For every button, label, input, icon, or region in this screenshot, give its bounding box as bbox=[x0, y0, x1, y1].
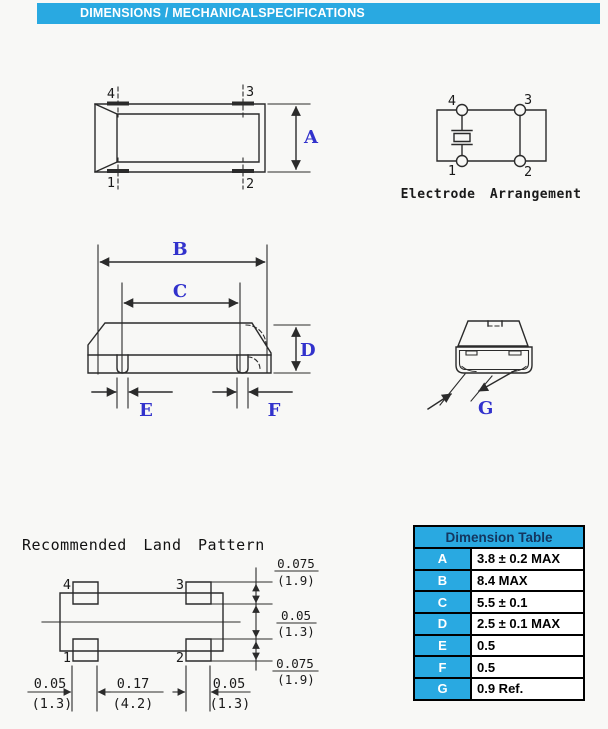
dim-value: 3.8 ± 0.2 MAX bbox=[471, 548, 584, 570]
dim-value-mm: (1.9) bbox=[277, 573, 315, 588]
dim-label-a: A bbox=[304, 127, 318, 148]
dim-key: F bbox=[414, 656, 471, 678]
dim-key: A bbox=[414, 548, 471, 570]
hidden-arc-pad bbox=[248, 357, 260, 369]
dim-value-inch: 0.075 bbox=[277, 556, 315, 571]
pin-number: 3 bbox=[246, 84, 255, 100]
dim-e-extension-lines bbox=[117, 378, 128, 408]
electrode-caption: Electrode Arrangement bbox=[400, 187, 582, 202]
dimension-table-title: Dimension Table bbox=[414, 526, 584, 548]
pin-number: 2 bbox=[524, 164, 533, 180]
dim-value-mm: (4.2) bbox=[112, 696, 154, 712]
dim-value-mm: (1.3) bbox=[31, 696, 73, 712]
dim-value: 8.4 MAX bbox=[471, 570, 584, 592]
dim-value-mm: (1.3) bbox=[209, 696, 251, 712]
dim-key: E bbox=[414, 635, 471, 657]
base-inner-outline bbox=[460, 351, 529, 370]
dim-label-e: E bbox=[139, 400, 153, 421]
electrode-pin1 bbox=[457, 156, 468, 167]
dim-value-inch: 0.05 bbox=[280, 608, 312, 623]
dimension-table-header-row bbox=[414, 526, 584, 548]
dim-value-mm: (1.3) bbox=[277, 624, 315, 639]
dim-value-inch: 0.17 bbox=[116, 676, 150, 692]
table-row bbox=[414, 635, 584, 657]
electrode-pin4 bbox=[457, 105, 468, 116]
package-bevel-edges bbox=[95, 104, 117, 172]
table-row bbox=[414, 613, 584, 635]
electrode-arrangement-drawing bbox=[400, 85, 585, 205]
dim-key: G bbox=[414, 678, 471, 700]
land-pattern-drawing bbox=[15, 550, 410, 722]
pin-number: 3 bbox=[524, 92, 533, 108]
pin-number: 4 bbox=[106, 86, 115, 102]
pad-number: 1 bbox=[62, 650, 71, 666]
table-row bbox=[414, 548, 584, 570]
dim-value: 2.5 ± 0.1 MAX bbox=[471, 613, 584, 635]
hidden-arc-top bbox=[246, 325, 266, 345]
pad-number: 3 bbox=[175, 577, 184, 593]
package-side-view-drawing bbox=[80, 228, 325, 428]
dim-label-g: G bbox=[478, 398, 494, 419]
dim-label-c: C bbox=[172, 281, 188, 302]
pin-number: 1 bbox=[106, 175, 115, 191]
pin-number: 4 bbox=[447, 93, 456, 109]
land-pattern-title: Recommended Land Pattern bbox=[22, 536, 265, 554]
pad-number: 4 bbox=[62, 577, 71, 593]
dim-label-f: F bbox=[267, 400, 281, 421]
dim-key: C bbox=[414, 591, 471, 613]
package-top-view-drawing bbox=[80, 78, 325, 196]
section-title-bar bbox=[37, 3, 600, 24]
crystal-symbol bbox=[452, 116, 472, 156]
dim-value: 0.9 Ref. bbox=[471, 678, 584, 700]
table-row bbox=[414, 678, 584, 700]
package-underside-view-drawing bbox=[420, 300, 590, 422]
table-row bbox=[414, 570, 584, 592]
table-row bbox=[414, 591, 584, 613]
section-title: DIMENSIONS / MECHANICALSPECIFICATIONS bbox=[80, 6, 365, 20]
dim-value: 5.5 ± 0.1 bbox=[471, 591, 584, 613]
dimension-table bbox=[413, 525, 585, 701]
right-castellation bbox=[237, 355, 248, 373]
dim-key: B bbox=[414, 570, 471, 592]
bottom-pad-marks bbox=[466, 351, 521, 355]
dim-key: D bbox=[414, 613, 471, 635]
dim-value-inch: 0.075 bbox=[276, 656, 314, 671]
pin-number: 2 bbox=[246, 176, 255, 192]
dim-value-inch: 0.05 bbox=[212, 676, 246, 692]
dim-label-d: D bbox=[300, 340, 316, 361]
pad-number: 2 bbox=[175, 650, 184, 666]
dim-g-arrow-left bbox=[428, 394, 451, 409]
pin-number: 1 bbox=[447, 163, 456, 179]
dim-value: 0.5 bbox=[471, 656, 584, 678]
dim-label-b: B bbox=[172, 239, 188, 260]
table-row bbox=[414, 656, 584, 678]
lid-notch bbox=[488, 321, 502, 326]
dim-value-inch: 0.05 bbox=[33, 676, 67, 692]
pin-centerlines bbox=[118, 85, 243, 189]
dim-f-extension-lines bbox=[237, 378, 248, 408]
dim-value-mm: (1.9) bbox=[277, 672, 315, 687]
lid-outline bbox=[458, 321, 528, 346]
package-inner-outline bbox=[117, 114, 259, 162]
side-body-outline bbox=[88, 323, 271, 373]
dim-value: 0.5 bbox=[471, 635, 584, 657]
